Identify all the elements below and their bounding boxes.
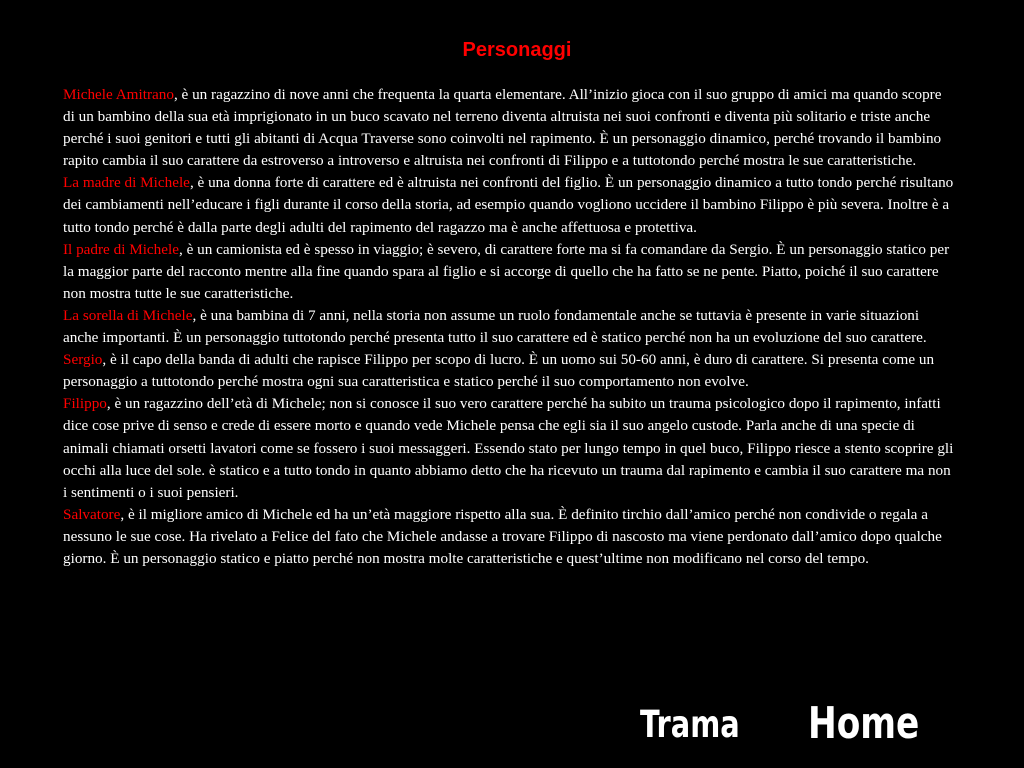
character-description: , è il capo della banda di adulti che rapisce Filippo per scopo di lucro. È un uomo sui 50-60 anni, è duro di carattere. Si presenta come un personaggio a tuttotondo perché mostra ogni sua caratteristica e statico perché il suo comportamento non evolve. [63,351,935,391]
character-name: Michele Amitrano [63,86,174,103]
character-description: , è un camionista ed è spesso in viaggio; è severo, di carattere forte ma si fa comandare da Sergio. È un personaggio statico per la maggior parte del racconto mentre alla fine quando spara al figlio e si accorge di quello che ha fatto se ne pente. Piatto, poiché il suo carattere non mostra tutte le sue caratteristiche. [63,240,950,302]
character-paragraph [63,172,955,238]
character-paragraph [63,305,955,349]
character-description: , è una bambina di 7 anni, nella storia non assume un ruolo fondamentale anche se tuttavia è presente in varie situazioni anche importanti. È un personaggio tuttotondo perché presenta tutto il suo carattere ed è statico perché non ha un evoluzione del suo carattere. [63,306,927,347]
character-paragraph [63,393,955,503]
character-name: Il padre di Michele [63,240,179,258]
character-description: , è una donna forte di carattere ed è altruista nei confronti del figlio. È un personaggio dinamico a tutto tondo perché risultano dei cambiamenti nell’educare i figli durante il corso della storia, ad esempio quando vogliono uccidere il bambino Filippo è più severa. Inoltre è a tutto tondo perché è dalla parte degli adulti del rapimento del ragazzo ma è anche affettuosa e protettiva. [63,174,954,236]
character-paragraph [63,349,955,393]
character-name: Sergio [63,351,103,369]
character-description: , è il migliore amico di Michele ed ha un’età maggiore rispetto alla sua. È definito tirchio dall’amico perché non condivide o regala a nessuno le sue cose. Ha rivelato a Felice del fato che Michele andasse a trovare Filippo di nascosto ma viene perdonato dall’amico dopo qualche giorno. È un personaggio statico e piatto perché non mostra molte caratteristiche e quest’ultime non modificano nel corso del tempo. [63,505,942,567]
characters-text [63,84,955,570]
character-description: , è un ragazzino dell’età di Michele; non si conosce il suo vero carattere perché ha subito un trauma psicologico dopo il rapimento, infatti dice cose prive di senso e crede di essere morto e quando vede Michele pensa che egli sia il suo angelo custode. Parla anche di una specie di animali chiamati orsetti lavatori come se fossero i suoi messaggeri. Essendo stato per lungo tempo in quel buco, Filippo riesce a stento scoprire gli occhi alla luce del sole. è statico e a tutto tondo in quanto abbiamo detto che ha ricevuto un trauma dal rapimento e cambia il suo carattere ma non i sentimenti o i suoi pensieri. [63,395,954,501]
home-link[interactable]: Home [808,698,920,749]
character-name: La madre di Michele [63,174,190,192]
character-name: Filippo [63,395,107,413]
character-paragraph [63,239,955,305]
character-paragraph [63,84,955,172]
page-title: Personaggi [462,39,572,61]
character-paragraph [63,504,955,570]
character-name: Salvatore [63,505,121,523]
character-description: , è un ragazzino di nove anni che frequenta la quarta elementare. All’inizio gioca con il suo gruppo di amici ma quando scopre di un bambino della sua età imprigionato in un buco scavato nel terreno diventa altruista nei suoi confronti e diventa più solitario e triste anche perché i suoi genitori e tutti gli abitanti di Acqua Traverse sono coinvolti nel rapimento. È un personaggio dinamico, perché trovando il bambino rapito cambia il suo carattere da estroverso a introverso e altruista nei confronti di Filippo e a tuttotondo perché mostra le sue caratteristiche. [63,86,942,170]
trama-link[interactable]: Trama [640,703,740,746]
character-name: La sorella di Michele [63,306,193,324]
